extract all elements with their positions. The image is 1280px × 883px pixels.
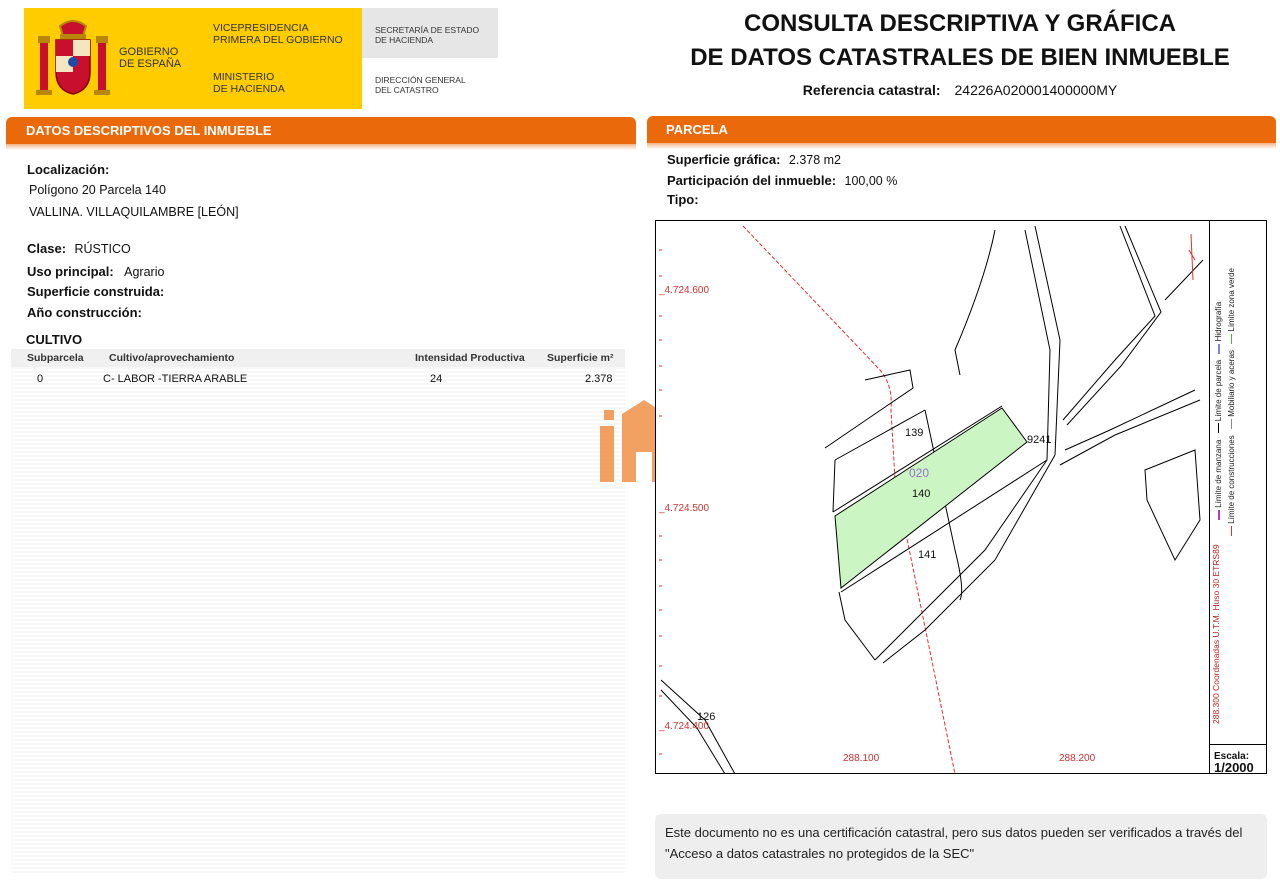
cultivo-title: CULTIVO bbox=[26, 332, 83, 347]
parcel-label-139: 139 bbox=[905, 427, 924, 439]
uso-value: Agrario bbox=[124, 265, 165, 279]
vicepresidencia-label bbox=[213, 22, 343, 46]
vice-line1: VICEPRESIDENCIA bbox=[213, 22, 309, 34]
gobierno-label bbox=[119, 46, 181, 70]
col-intensidad: Intensidad Productiva bbox=[415, 352, 525, 364]
legend-parcela: Límite de parcela bbox=[1214, 359, 1223, 422]
section-header-datos: DATOS DESCRIPTIVOS DEL INMUEBLE bbox=[6, 117, 636, 144]
sec-line1: SECRETARÍA DE ESTADO bbox=[375, 25, 480, 35]
page-title-line2: DE DATOS CATASTRALES DE BIEN INMUEBLE bbox=[690, 44, 1230, 71]
ref-label: Referencia catastral: bbox=[802, 82, 941, 98]
ministerio-label bbox=[213, 71, 285, 95]
parcel-label-9241: 9241 bbox=[1027, 434, 1052, 446]
anio-construccion-label: Año construcción: bbox=[27, 305, 142, 320]
legend-col1 bbox=[1214, 302, 1223, 520]
y-label-400: _4.724.400 bbox=[659, 721, 710, 732]
legend-separator bbox=[1209, 221, 1210, 773]
y-axis-ticks bbox=[659, 250, 662, 754]
parcel-label-140: 140 bbox=[912, 488, 931, 500]
legend-col2 bbox=[1227, 268, 1236, 536]
disclaimer-note: Este documento no es una certificación catastral, pero sus datos pueden ser verificados a través del "Acceso a datos catastrales no protegidos de la SEC" bbox=[655, 814, 1267, 879]
sup-grafica-value: 2.378 m2 bbox=[788, 153, 842, 167]
dir-line2: DEL CATASTRO bbox=[375, 85, 439, 95]
localizacion-line2: VALLINA. VILLAQUILAMBRE [LEÓN] bbox=[29, 205, 239, 219]
parcel-label-141: 141 bbox=[918, 549, 937, 561]
x-label-100: 288.100 bbox=[843, 753, 880, 764]
participacion-value: 100,00 % bbox=[844, 174, 898, 188]
y-label-500: _4.724.500 bbox=[659, 503, 710, 514]
gov-line1: GOBIERNO bbox=[119, 46, 179, 58]
manzana-swatch bbox=[1218, 510, 1220, 520]
coat-of-arms-logo bbox=[36, 16, 110, 104]
legend-manzana: Límite de manzana bbox=[1214, 439, 1223, 508]
cell-intensidad: 24 bbox=[430, 373, 443, 385]
uso-row bbox=[27, 263, 164, 281]
cultivo-table-header bbox=[11, 349, 625, 367]
sup-grafica-label: Superficie gráfica: bbox=[667, 152, 781, 167]
cell-cultivo: C- LABOR -TIERRA ARABLE bbox=[103, 373, 248, 385]
legend-zona-verde: Límite zona verde bbox=[1227, 268, 1236, 332]
sec-line2: DE HACIENDA bbox=[375, 35, 434, 45]
page-title-line1: CONSULTA DESCRIPTIVA Y GRÁFICA bbox=[743, 10, 1177, 37]
map-drawing bbox=[655, 220, 1209, 774]
superficie-construida-label: Superficie construida: bbox=[27, 284, 165, 299]
parcela-header-shadow bbox=[647, 143, 1276, 149]
cultivo-table-body bbox=[11, 367, 625, 875]
legend-hidrografia: Hidrografía bbox=[1214, 301, 1223, 342]
superficie-grafica-row bbox=[667, 151, 841, 169]
direccion-label bbox=[375, 75, 466, 95]
col-cultivo: Cultivo/aprovechamiento bbox=[109, 352, 235, 364]
col-subparcela: Subparcela bbox=[27, 352, 84, 364]
x-label-200: 288.200 bbox=[1059, 753, 1096, 764]
table-row bbox=[11, 370, 625, 388]
localizacion-label: Localización: bbox=[27, 162, 110, 177]
dir-line1: DIRECCIÓN GENERAL bbox=[375, 75, 466, 85]
clase-label: Clase: bbox=[27, 241, 67, 256]
participacion-row bbox=[667, 172, 897, 190]
section-header-parcela: PARCELA bbox=[647, 116, 1276, 143]
min-line1: MINISTERIO bbox=[213, 71, 275, 83]
vice-line2: PRIMERA DEL GOBIERNO bbox=[213, 34, 343, 46]
escala-separator bbox=[1209, 744, 1267, 745]
parcel-140-highlight bbox=[835, 408, 1027, 588]
escala-value: 1/2000 bbox=[1214, 760, 1254, 775]
col-superficie: Superficie m² bbox=[547, 352, 614, 364]
cell-superficie: 2.378 bbox=[585, 373, 613, 385]
construcciones-swatch bbox=[1231, 526, 1232, 536]
poligono-label-020: 020 bbox=[909, 466, 930, 480]
participacion-label: Participación del inmueble: bbox=[667, 173, 837, 188]
legend-construcciones: Límite de construcciones bbox=[1227, 435, 1236, 524]
tipo-label: Tipo: bbox=[667, 192, 699, 207]
coord-note: 288.300 Coordenadas U.T.M. Huso 30 ETRS89 bbox=[1211, 544, 1221, 724]
clase-value: RÚSTICO bbox=[74, 242, 131, 256]
secretaria-label bbox=[375, 25, 479, 45]
cell-subparcela: 0 bbox=[37, 373, 44, 385]
ref-value: 24226A020001400000MY bbox=[954, 82, 1118, 98]
legend-mobiliario: Mobiliario y aceras bbox=[1227, 350, 1236, 417]
verde-swatch bbox=[1231, 334, 1232, 344]
parcela-swatch bbox=[1218, 423, 1219, 433]
referencia-catastral bbox=[650, 82, 1270, 98]
section-header-shadow bbox=[6, 144, 636, 150]
clase-row bbox=[27, 240, 131, 258]
hidro-swatch bbox=[1218, 344, 1220, 354]
min-line2: DE HACIENDA bbox=[213, 83, 285, 95]
gov-line2: DE ESPAÑA bbox=[119, 58, 182, 70]
escala-label: Escala: bbox=[1214, 751, 1250, 762]
parcel-label-126: 126 bbox=[697, 711, 716, 723]
uso-label: Uso principal: bbox=[27, 264, 114, 279]
mobiliario-swatch bbox=[1231, 419, 1232, 429]
localizacion-line1: Polígono 20 Parcela 140 bbox=[29, 183, 166, 197]
y-label-600: _4.724.600 bbox=[659, 285, 710, 296]
